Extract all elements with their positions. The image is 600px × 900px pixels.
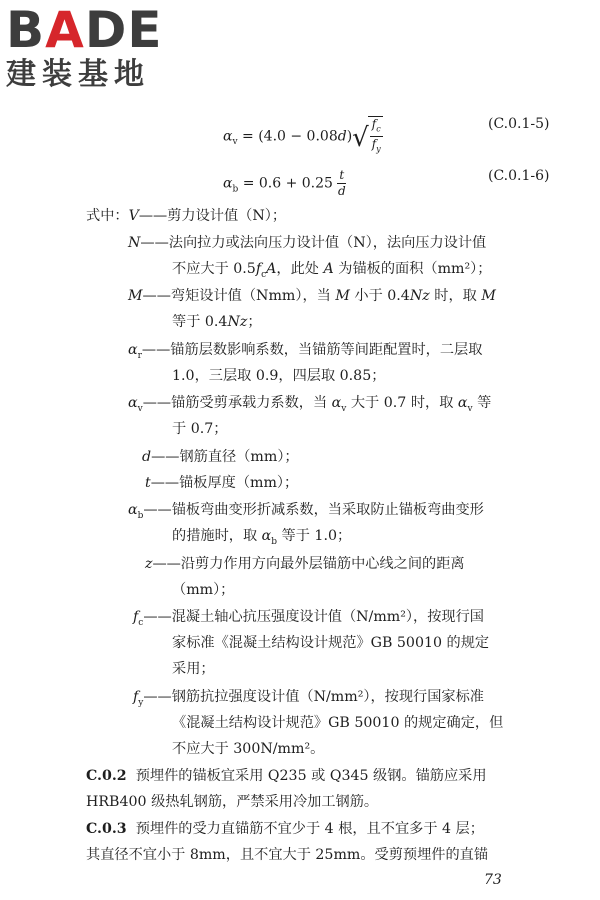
definition-fc-cont2: 采用； [172, 661, 215, 677]
definition-alpha-b: $\alpha_b——$锚板弯曲变形折减系数，当采取防止锚板弯曲变形 [128, 502, 484, 521]
definition-fy-cont2: 不应大于 300N/mm²。 [172, 741, 325, 757]
logo-subtitle: 建装基地 [6, 57, 150, 92]
equation-number: (C.0.1-6) [488, 168, 550, 184]
definition-d: d——钢筋直径（mm）； [142, 449, 299, 465]
equation-c015: $\alpha_v = (4.0 - 0.08d)√$ $\frac{f_c}{f_y}$ (C.0.1-5) [223, 108, 523, 144]
definition-M-cont: 等于 0.4Nz； [172, 314, 262, 330]
brand-logo [6, 1, 163, 92]
definition-V: 式中：V——剪力设计值（N）； [86, 208, 287, 224]
definition-fy-cont: 《混凝土结构设计规范》GB 50010 的规定确定，但 [172, 715, 504, 731]
definition-N: N——法向拉力或法向压力设计值（N），法向压力设计值 [128, 235, 487, 251]
definition-alpha-r: $\alpha_r——$锚筋层数影响系数，当锚筋等间距配置时，二层取 [128, 342, 483, 361]
page-number: 73 [484, 872, 502, 888]
clause-c03-cont: 其直径不宜小于 8mm，且不宜大于 25mm。受剪预埋件的直锚 [86, 847, 489, 863]
definition-M: M——弯矩设计值（Nmm），当 M 小于 0.4Nz 时，取 M [128, 288, 496, 304]
definition-z: z——沿剪力作用方向最外层锚筋中心线之间的距离 [145, 556, 465, 572]
clause-c02-cont: HRB400 级热轧钢筋，严禁采用冷加工钢筋。 [86, 794, 379, 810]
definition-fc-cont: 家标准《混凝土结构设计规范》GB 50010 的规定 [172, 635, 490, 651]
clause-c02: C.0.2 预埋件的锚板宜采用 Q235 或 Q345 级钢。锚筋应采用 [86, 768, 487, 784]
logo-wordmark: BADE [6, 1, 163, 59]
equation-c016: $\alpha_b = 0.6 + 0.25$ $\frac{t}{d}$ (C.0.1-6) [223, 168, 550, 198]
definition-t: t——锚板厚度（mm）； [145, 475, 299, 491]
definition-fc: $f_c——$混凝土轴心抗压强度设计值（N/mm²），按现行国 [133, 609, 484, 628]
definition-alpha-v-cont: 于 0.7； [172, 421, 228, 437]
definition-alpha-r-cont: 1.0，三层取 0.9，四层取 0.85； [172, 368, 386, 384]
equation-number: (C.0.1-5) [488, 116, 550, 132]
definition-alpha-v: $\alpha_v——$锚筋受剪承载力系数，当 $\alpha_v$ 大于 0.7 时，取 $\alpha_v$ 等 [128, 395, 492, 414]
definition-fy: $f_y——$钢筋抗拉强度设计值（N/mm²），按现行国家标准 [133, 689, 484, 708]
definition-alpha-b-cont: 的措施时，取 $\alpha_b$ 等于 1.0； [172, 528, 352, 547]
clause-c03: C.0.3 预埋件的受力直锚筋不宜少于 4 根，且不宜多于 4 层； [86, 821, 484, 837]
definition-z-cont: （mm）； [172, 582, 235, 598]
definition-N-cont: 不应大于 $0.5f_cA$，此处 A 为锚板的面积（mm²）； [172, 261, 492, 280]
